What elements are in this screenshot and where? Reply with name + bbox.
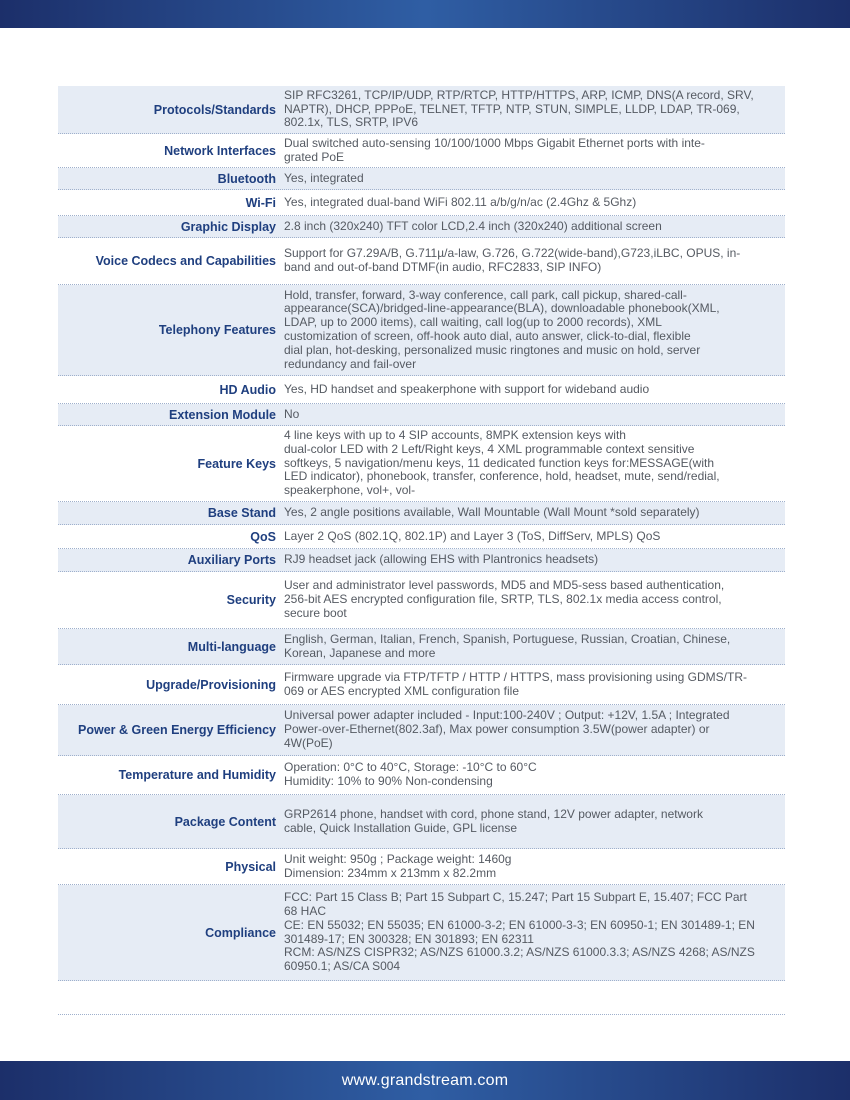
- spec-label: HD Audio: [219, 382, 276, 397]
- spec-label: Bluetooth: [217, 171, 276, 186]
- spec-value: Universal power adapter included - Input:100-240V ; Output: +12V, 1.5A ; Integrated Power-over-Ethernet(802.3af), Max power consumption 3.5W(power adapter) or 4W(PoE): [284, 708, 730, 750]
- spec-value: SIP RFC3261, TCP/IP/UDP, RTP/RTCP, HTTP/HTTPS, ARP, ICMP, DNS(A record, SRV, NAPTR), DHCP, PPPoE, TELNET, TFTP, NTP, STUN, SIMPLE, LLDP, LDAP, TR-069, 802.1x, TLS, SRTP, IPV6: [284, 87, 754, 130]
- spec-row-base-stand: [58, 502, 785, 525]
- spec-value: 2.8 inch (320x240) TFT color LCD,2.4 inch (320x240) additional screen: [284, 218, 662, 233]
- spec-value: English, German, Italian, French, Spanish, Portuguese, Russian, Croatian, Chinese, Korean, Japanese and more: [284, 631, 731, 660]
- spec-label: QoS: [250, 529, 276, 544]
- spec-label: Protocols/Standards: [153, 102, 276, 117]
- footer-band: [0, 1061, 850, 1100]
- spec-value: Layer 2 QoS (802.1Q, 802.1P) and Layer 3 (ToS, DiffServ, MPLS) QoS: [284, 528, 661, 543]
- spec-row-multi-language: [58, 629, 785, 665]
- spec-row-telephony: [58, 285, 785, 376]
- spec-label: Compliance: [205, 925, 276, 940]
- table-end-divider: [58, 1014, 785, 1015]
- spec-value: Operation: 0°C to 40°C, Storage: -10°C to 60°C Humidity: 10% to 90% Non-condensing: [284, 760, 537, 788]
- spec-table: [58, 86, 785, 981]
- spec-value: RJ9 headset jack (allowing EHS with Plantronics headsets): [284, 552, 599, 567]
- spec-label: Multi-language: [187, 639, 276, 654]
- spec-label: Temperature and Humidity: [118, 768, 276, 782]
- spec-value: FCC: Part 15 Class B; Part 15 Subpart C, 15.247; Part 15 Subpart E, 15.407; FCC Part 68 HAC CE: EN 55032; EN 55035; EN 61000-3-2; EN 61000-3-3; EN 60950-1; EN 301489-1; EN 301489-17; EN 300328; EN 301893; EN 62311 RCM: AS/NZS CISPR32; AS/NZS 61000.3.2; AS/NZS 61000.3.3; AS/NZS 4268; AS/NZS 60950.1; AS/CA S004: [284, 890, 755, 974]
- spec-row-temperature: [58, 756, 785, 795]
- spec-value: Unit weight: 950g ; Package weight: 1460g Dimension: 234mm x 213mm x 82.2mm: [284, 851, 512, 880]
- spec-label: Base Stand: [207, 506, 276, 520]
- spec-label: Upgrade/Provisioning: [146, 677, 276, 692]
- spec-label: Auxiliary Ports: [187, 553, 276, 567]
- spec-label: Telephony Features: [158, 323, 276, 337]
- spec-value: Yes, HD handset and speakerphone with support for wideband audio: [284, 381, 650, 396]
- spec-value: 4 line keys with up to 4 SIP accounts, 8MPK extension keys with dual-color LED with 2 Left/Right keys, 4 XML programmable context sensitive softkeys, 5 navigation/menu keys, 11 dedicated function keys for:MESSAGE(with LED indicator), phonebook, transfer, conference, hold, headset, mute, send/redial, speakerphone, vol+, vol-: [284, 428, 720, 498]
- spec-row-security: [58, 572, 785, 629]
- spec-value: Dual switched auto-sensing 10/100/1000 Mbps Gigabit Ethernet ports with inte- grated PoE: [284, 135, 705, 164]
- header-band: [0, 0, 850, 28]
- spec-value: GRP2614 phone, handset with cord, phone stand, 12V power adapter, network cable, Quick Installation Guide, GPL license: [284, 806, 703, 835]
- spec-row-extension: [58, 404, 785, 426]
- spec-label: Voice Codecs and Capabilities: [95, 254, 276, 268]
- spec-row-compliance: [58, 885, 785, 981]
- spec-label: Physical: [225, 859, 276, 874]
- spec-row-network: [58, 134, 785, 168]
- spec-row-feature-keys: [58, 426, 785, 502]
- spec-row-qos: [58, 525, 785, 549]
- spec-row-protocols: [58, 86, 785, 134]
- spec-value: Support for G7.29A/B, G.711µ/a-law, G.726, G.722(wide-band),G723,iLBC, OPUS, in- band and out-of-band DTMF(in audio, RFC2833, SIP INFO): [284, 246, 741, 274]
- spec-row-wifi: [58, 190, 785, 216]
- spec-value: No: [284, 406, 300, 421]
- spec-label: Power & Green Energy Efficiency: [78, 723, 276, 737]
- spec-row-auxiliary: [58, 549, 785, 572]
- spec-value: Yes, integrated dual-band WiFi 802.11 a/b/g/n/ac (2.4Ghz & 5Ghz): [284, 194, 637, 209]
- spec-value: Firmware upgrade via FTP/TFTP / HTTP / HTTPS, mass provisioning using GDMS/TR- 069 or AES encrypted XML configuration file: [284, 669, 747, 698]
- spec-label: Network Interfaces: [164, 143, 276, 158]
- spec-row-package: [58, 795, 785, 849]
- spec-row-hd-audio: [58, 376, 785, 404]
- spec-row-physical: [58, 849, 785, 885]
- spec-label: Package Content: [174, 814, 276, 829]
- spec-value: Yes, integrated: [284, 170, 364, 185]
- spec-row-upgrade: [58, 665, 785, 705]
- spec-row-codecs: [58, 238, 785, 285]
- footer-url[interactable]: www.grandstream.com: [341, 1071, 509, 1089]
- spec-value: Yes, 2 angle positions available, Wall Mountable (Wall Mount *sold separately): [284, 505, 700, 520]
- spec-label: Extension Module: [169, 407, 276, 422]
- spec-row-display: [58, 216, 785, 238]
- spec-value: User and administrator level passwords, MD5 and MD5-sess based authentication, 256-bit AES encrypted configuration file, SRTP, TLS, 802.1x media access control, secure boot: [284, 578, 725, 620]
- spec-label: Wi-Fi: [245, 195, 276, 210]
- spec-label: Feature Keys: [197, 456, 276, 471]
- spec-row-bluetooth: [58, 168, 785, 190]
- spec-label: Graphic Display: [180, 219, 276, 234]
- spec-value: Hold, transfer, forward, 3-way conference, call park, call pickup, shared-call- appearance(SCA)/bridged-line-appearance(BLA), downloadable phonebook(XML, LDAP, up to 2000 items), call waiting, call log(up to 2000 records), XML customization of screen, off-hook auto dial, auto answer, click-to-dial, flexible dial plan, hot-desking, personalized music ringtones and music on hold, server redundancy and fail-over: [284, 287, 720, 371]
- spec-label: Security: [226, 593, 276, 607]
- spec-row-power: [58, 705, 785, 756]
